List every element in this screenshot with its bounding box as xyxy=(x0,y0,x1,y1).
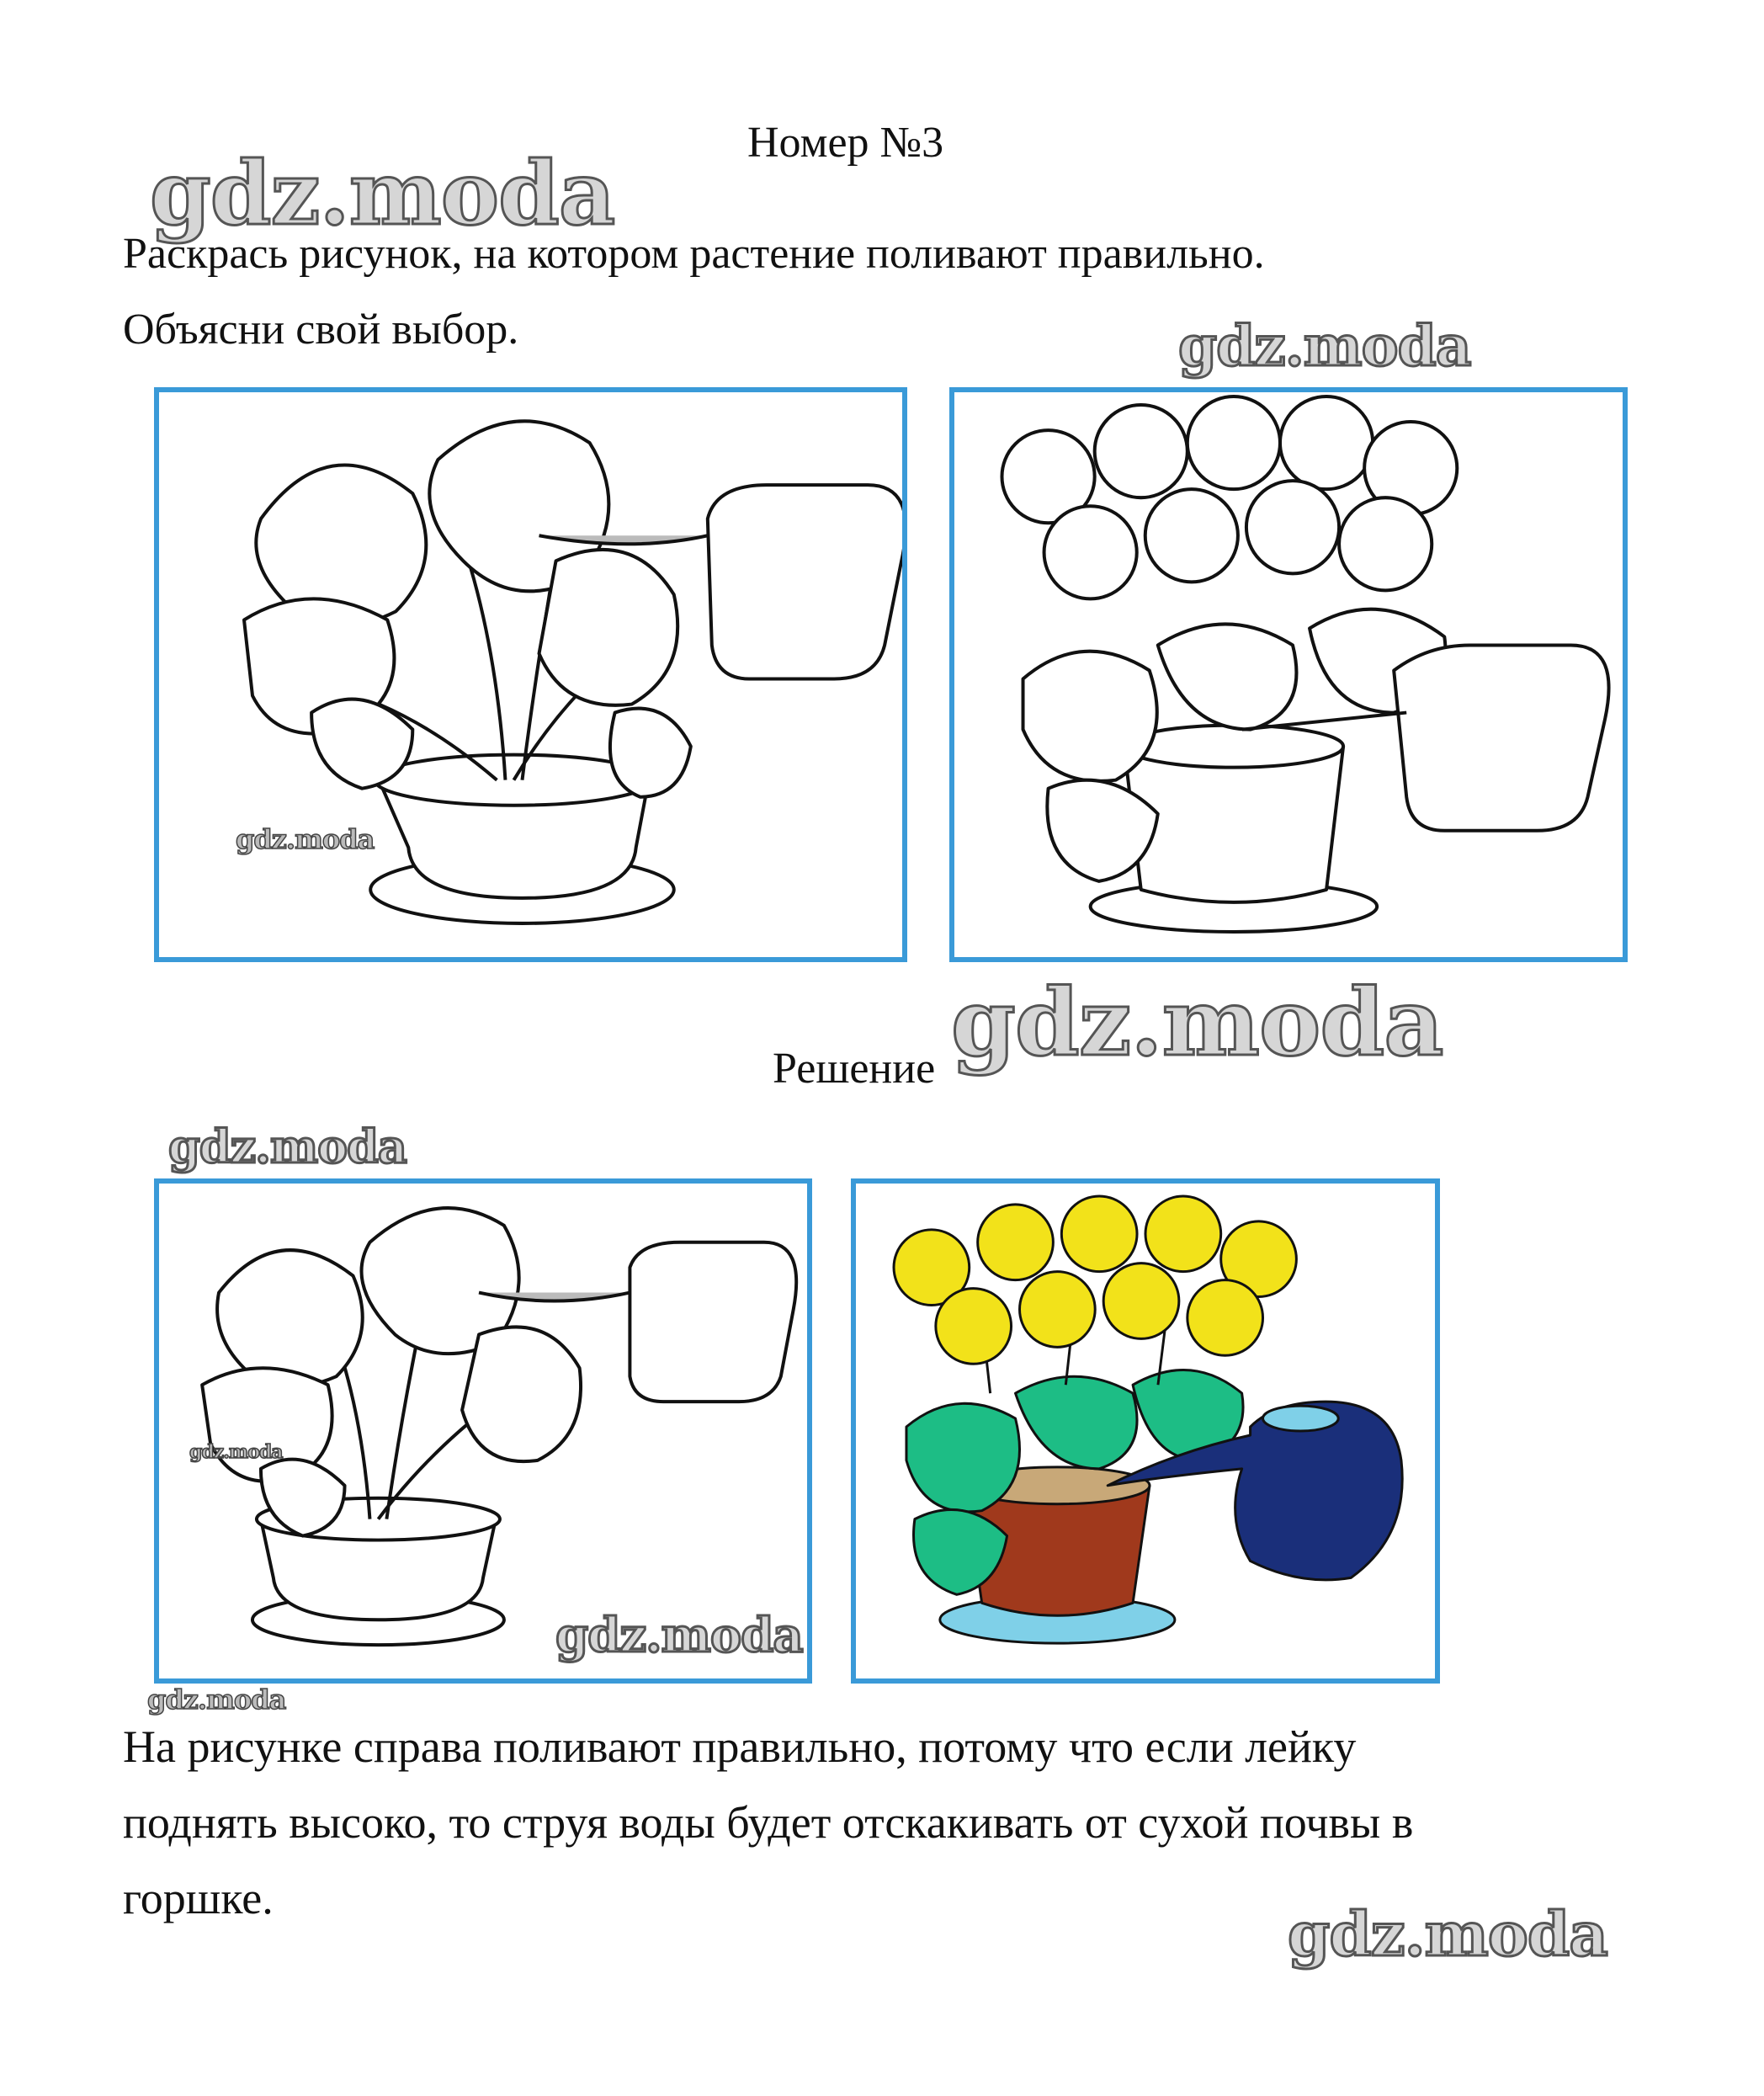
illustration-geranium-low-can xyxy=(949,387,1628,962)
answer-line-3: горшке. xyxy=(123,1873,274,1923)
page-title: Номер №3 xyxy=(747,119,944,167)
watermark: gdz.moda xyxy=(1178,313,1471,379)
monstera-solution-drawing xyxy=(159,1184,807,1678)
geranium-colored-drawing xyxy=(856,1184,1435,1678)
watermark: gdz.moda xyxy=(147,1684,286,1716)
illustration-monstera-high-can xyxy=(154,387,907,962)
geranium-drawing xyxy=(954,392,1623,957)
solution-label: Решение xyxy=(773,1045,936,1093)
task-line-2: Объясни свой выбор. xyxy=(123,306,519,354)
watermark: gdz.moda xyxy=(150,141,615,245)
watermark: gdz.moda xyxy=(951,968,1443,1077)
watermark: gdz.moda xyxy=(555,1608,803,1663)
illustration-geranium-solution-colored xyxy=(851,1178,1440,1684)
monstera-drawing xyxy=(159,392,902,957)
watermark: gdz.moda xyxy=(1288,1898,1607,1970)
watermark: gdz.moda xyxy=(236,823,375,855)
answer-line-2: поднять высоко, то струя воды будет отскакивать от сухой почвы в xyxy=(123,1797,1414,1848)
watermark: gdz.moda xyxy=(168,1120,406,1173)
answer-line-1: На рисунке справа поливают правильно, потому что если лейку xyxy=(123,1721,1357,1772)
watermark: gdz.moda xyxy=(189,1441,283,1463)
task-line-1: Раскрась рисунок, на котором растение поливают правильно. xyxy=(123,230,1265,278)
